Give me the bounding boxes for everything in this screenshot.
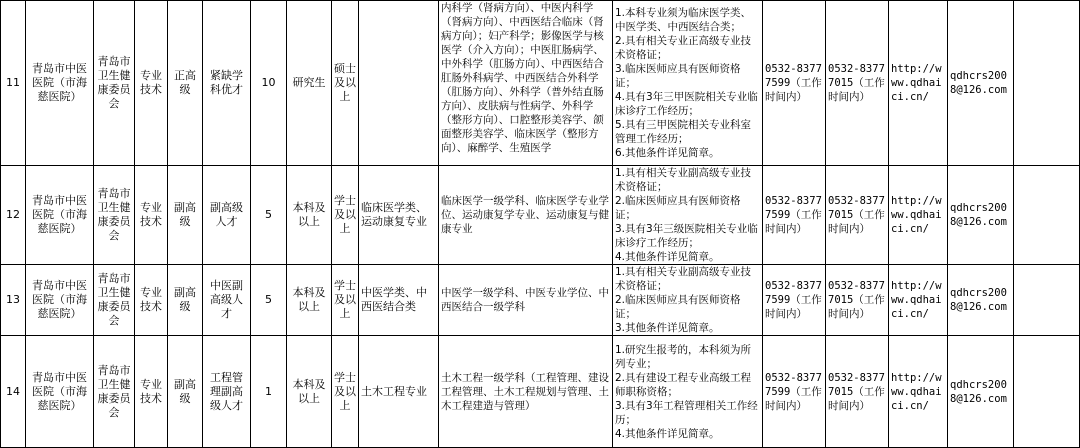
condition-line: 4.其他条件详见简章。 [615, 427, 720, 440]
condition-line: 2.具有建设工程专业高级工程师职称资格； [615, 371, 752, 398]
condition-line: 2.临床医师应具有医师资格证； [615, 294, 741, 320]
website-cell: http://www.qdhaici.cn/ [889, 336, 948, 448]
row-number: 14 [1, 336, 26, 448]
count-cell: 1 [251, 336, 287, 448]
conditions-cell [613, 1, 763, 166]
dept-cell: 青岛市卫生健康委员会 [94, 265, 135, 336]
email-cell: qdhcrs2008@126.com [948, 166, 1014, 265]
email-cell: qdhcrs2008@126.com [948, 1, 1014, 166]
degree-cell: 学士及以上 [332, 336, 359, 448]
dept-cell: 青岛市卫生健康委员会 [94, 336, 135, 448]
education-cell: 研究生 [287, 1, 332, 166]
condition-line: 3.具有3年三级医院相关专业临床诊疗工作经历； [615, 223, 758, 249]
count-cell: 5 [251, 166, 287, 265]
post-level-cell: 副高级 [168, 166, 203, 265]
major-category-cell: 中医学类、中西医结合类 [359, 265, 439, 336]
condition-line: 1.研究生报考的，本科须为所列专业； [615, 343, 752, 370]
condition-line: 4.其他条件详见简章。 [615, 251, 720, 263]
phone-cell: 0532-83777015（工作时间内） [826, 166, 889, 265]
table-row [1, 1, 1080, 166]
phone-cell: 0532-83777015（工作时间内） [826, 265, 889, 336]
major-category-cell: 土木工程专业 [359, 336, 439, 448]
education-cell: 本科及以上 [287, 336, 332, 448]
notes-cell [1014, 336, 1080, 448]
table-row [1, 166, 1080, 265]
condition-line: 6.其他条件详见简章。 [615, 147, 720, 159]
phone-cell: 0532-83777599（工作时间内） [763, 265, 826, 336]
row-number: 12 [1, 166, 26, 265]
major-cell: 临床医学一级学科、临床医学专业学位、运动康复学专业、运动康复与健康专业 [439, 166, 613, 265]
table-row [1, 265, 1080, 336]
degree-cell: 学士及以上 [332, 166, 359, 265]
condition-line: 3.临床医师应具有医师资格证； [615, 63, 741, 89]
notes-cell [1014, 1, 1080, 166]
major-cell: 内科学（肾病方向）、中医内科学（肾病方向）、中西医结合临床（肾病方向）；妇产科学；影像医学与核医学（介入方向）；中医肛肠病学、中外科学（肛肠方向）、中西医结合肛肠外科病学、中西医结合外科学（肛肠方向）、外科学（普外结直肠方向）、皮肤病与性病学、外科学（整形方向）、口腔整形美容学、颌面整形美容学、临床医学（整形方向）、麻醉学、生殖医学 [439, 1, 613, 166]
unit-cell: 青岛市中医医院（市海慈医院） [26, 1, 94, 166]
notes-cell [1014, 166, 1080, 265]
phone-cell: 0532-83777599（工作时间内） [763, 336, 826, 448]
condition-line: 3.其他条件详见简章。 [615, 322, 720, 334]
condition-line: 2.临床医师应具有医师资格证； [615, 195, 741, 221]
post-type-cell: 专业技术 [135, 166, 168, 265]
website-cell: http://www.qdhaici.cn/ [889, 1, 948, 166]
email-cell: qdhcrs2008@126.com [948, 265, 1014, 336]
unit-cell: 青岛市中医医院（市海慈医院） [26, 336, 94, 448]
major-category-cell [359, 1, 439, 166]
post-level-cell: 副高级 [168, 265, 203, 336]
row-number: 11 [1, 1, 26, 166]
condition-line: 5.具有三甲医院相关专业科室管理工作经历； [615, 119, 752, 145]
major-category-cell: 临床医学类、运动康复专业 [359, 166, 439, 265]
website-cell: http://www.qdhaici.cn/ [889, 265, 948, 336]
conditions-cell [613, 166, 763, 265]
condition-line: 1.本科专业须为临床医学类、中医学类、中西医结合类； [615, 7, 752, 33]
condition-line: 3.具有3年工程管理相关工作经历； [615, 399, 758, 426]
post-level-cell: 副高级 [168, 336, 203, 448]
degree-cell: 硕士及以上 [332, 1, 359, 166]
major-cell: 中医学一级学科、中医专业学位、中西医结合一级学科 [439, 265, 613, 336]
phone-cell: 0532-83777599（工作时间内） [763, 166, 826, 265]
major-cell: 土木工程一级学科（工程管理、建设工程管理、土木工程规划与管理、土木工程建造与管理） [439, 336, 613, 448]
phone-cell: 0532-83777015（工作时间内） [826, 336, 889, 448]
conditions-cell [613, 336, 763, 448]
post-category-cell: 紧缺学科优才 [203, 1, 251, 166]
table-row [1, 336, 1080, 448]
phone-cell: 0532-83777599（工作时间内） [763, 1, 826, 166]
post-type-cell: 专业技术 [135, 336, 168, 448]
notes-cell [1014, 265, 1080, 336]
condition-line: 2.具有相关专业正高级专业技术资格证； [615, 35, 752, 61]
education-cell: 本科及以上 [287, 166, 332, 265]
condition-line: 1.具有相关专业副高级专业技术资格证； [615, 266, 752, 292]
education-cell: 本科及以上 [287, 265, 332, 336]
count-cell: 10 [251, 1, 287, 166]
unit-cell: 青岛市中医医院（市海慈医院） [26, 166, 94, 265]
dept-cell: 青岛市卫生健康委员会 [94, 1, 135, 166]
email-cell: qdhcrs2008@126.com [948, 336, 1014, 448]
post-type-cell: 专业技术 [135, 1, 168, 166]
post-type-cell: 专业技术 [135, 265, 168, 336]
post-category-cell: 中医副高级人才 [203, 265, 251, 336]
post-category-cell: 副高级人才 [203, 166, 251, 265]
condition-line: 4.具有3年三甲医院相关专业临床诊疗工作经历； [615, 91, 758, 117]
conditions-cell [613, 265, 763, 336]
post-level-cell: 正高级 [168, 1, 203, 166]
post-category-cell: 工程管理副高级人才 [203, 336, 251, 448]
phone-cell: 0532-83777015（工作时间内） [826, 1, 889, 166]
row-number: 13 [1, 265, 26, 336]
dept-cell: 青岛市卫生健康委员会 [94, 166, 135, 265]
count-cell: 5 [251, 265, 287, 336]
condition-line: 1.具有相关专业副高级专业技术资格证； [615, 167, 752, 193]
degree-cell: 学士及以上 [332, 265, 359, 336]
unit-cell: 青岛市中医医院（市海慈医院） [26, 265, 94, 336]
website-cell: http://www.qdhaici.cn/ [889, 166, 948, 265]
